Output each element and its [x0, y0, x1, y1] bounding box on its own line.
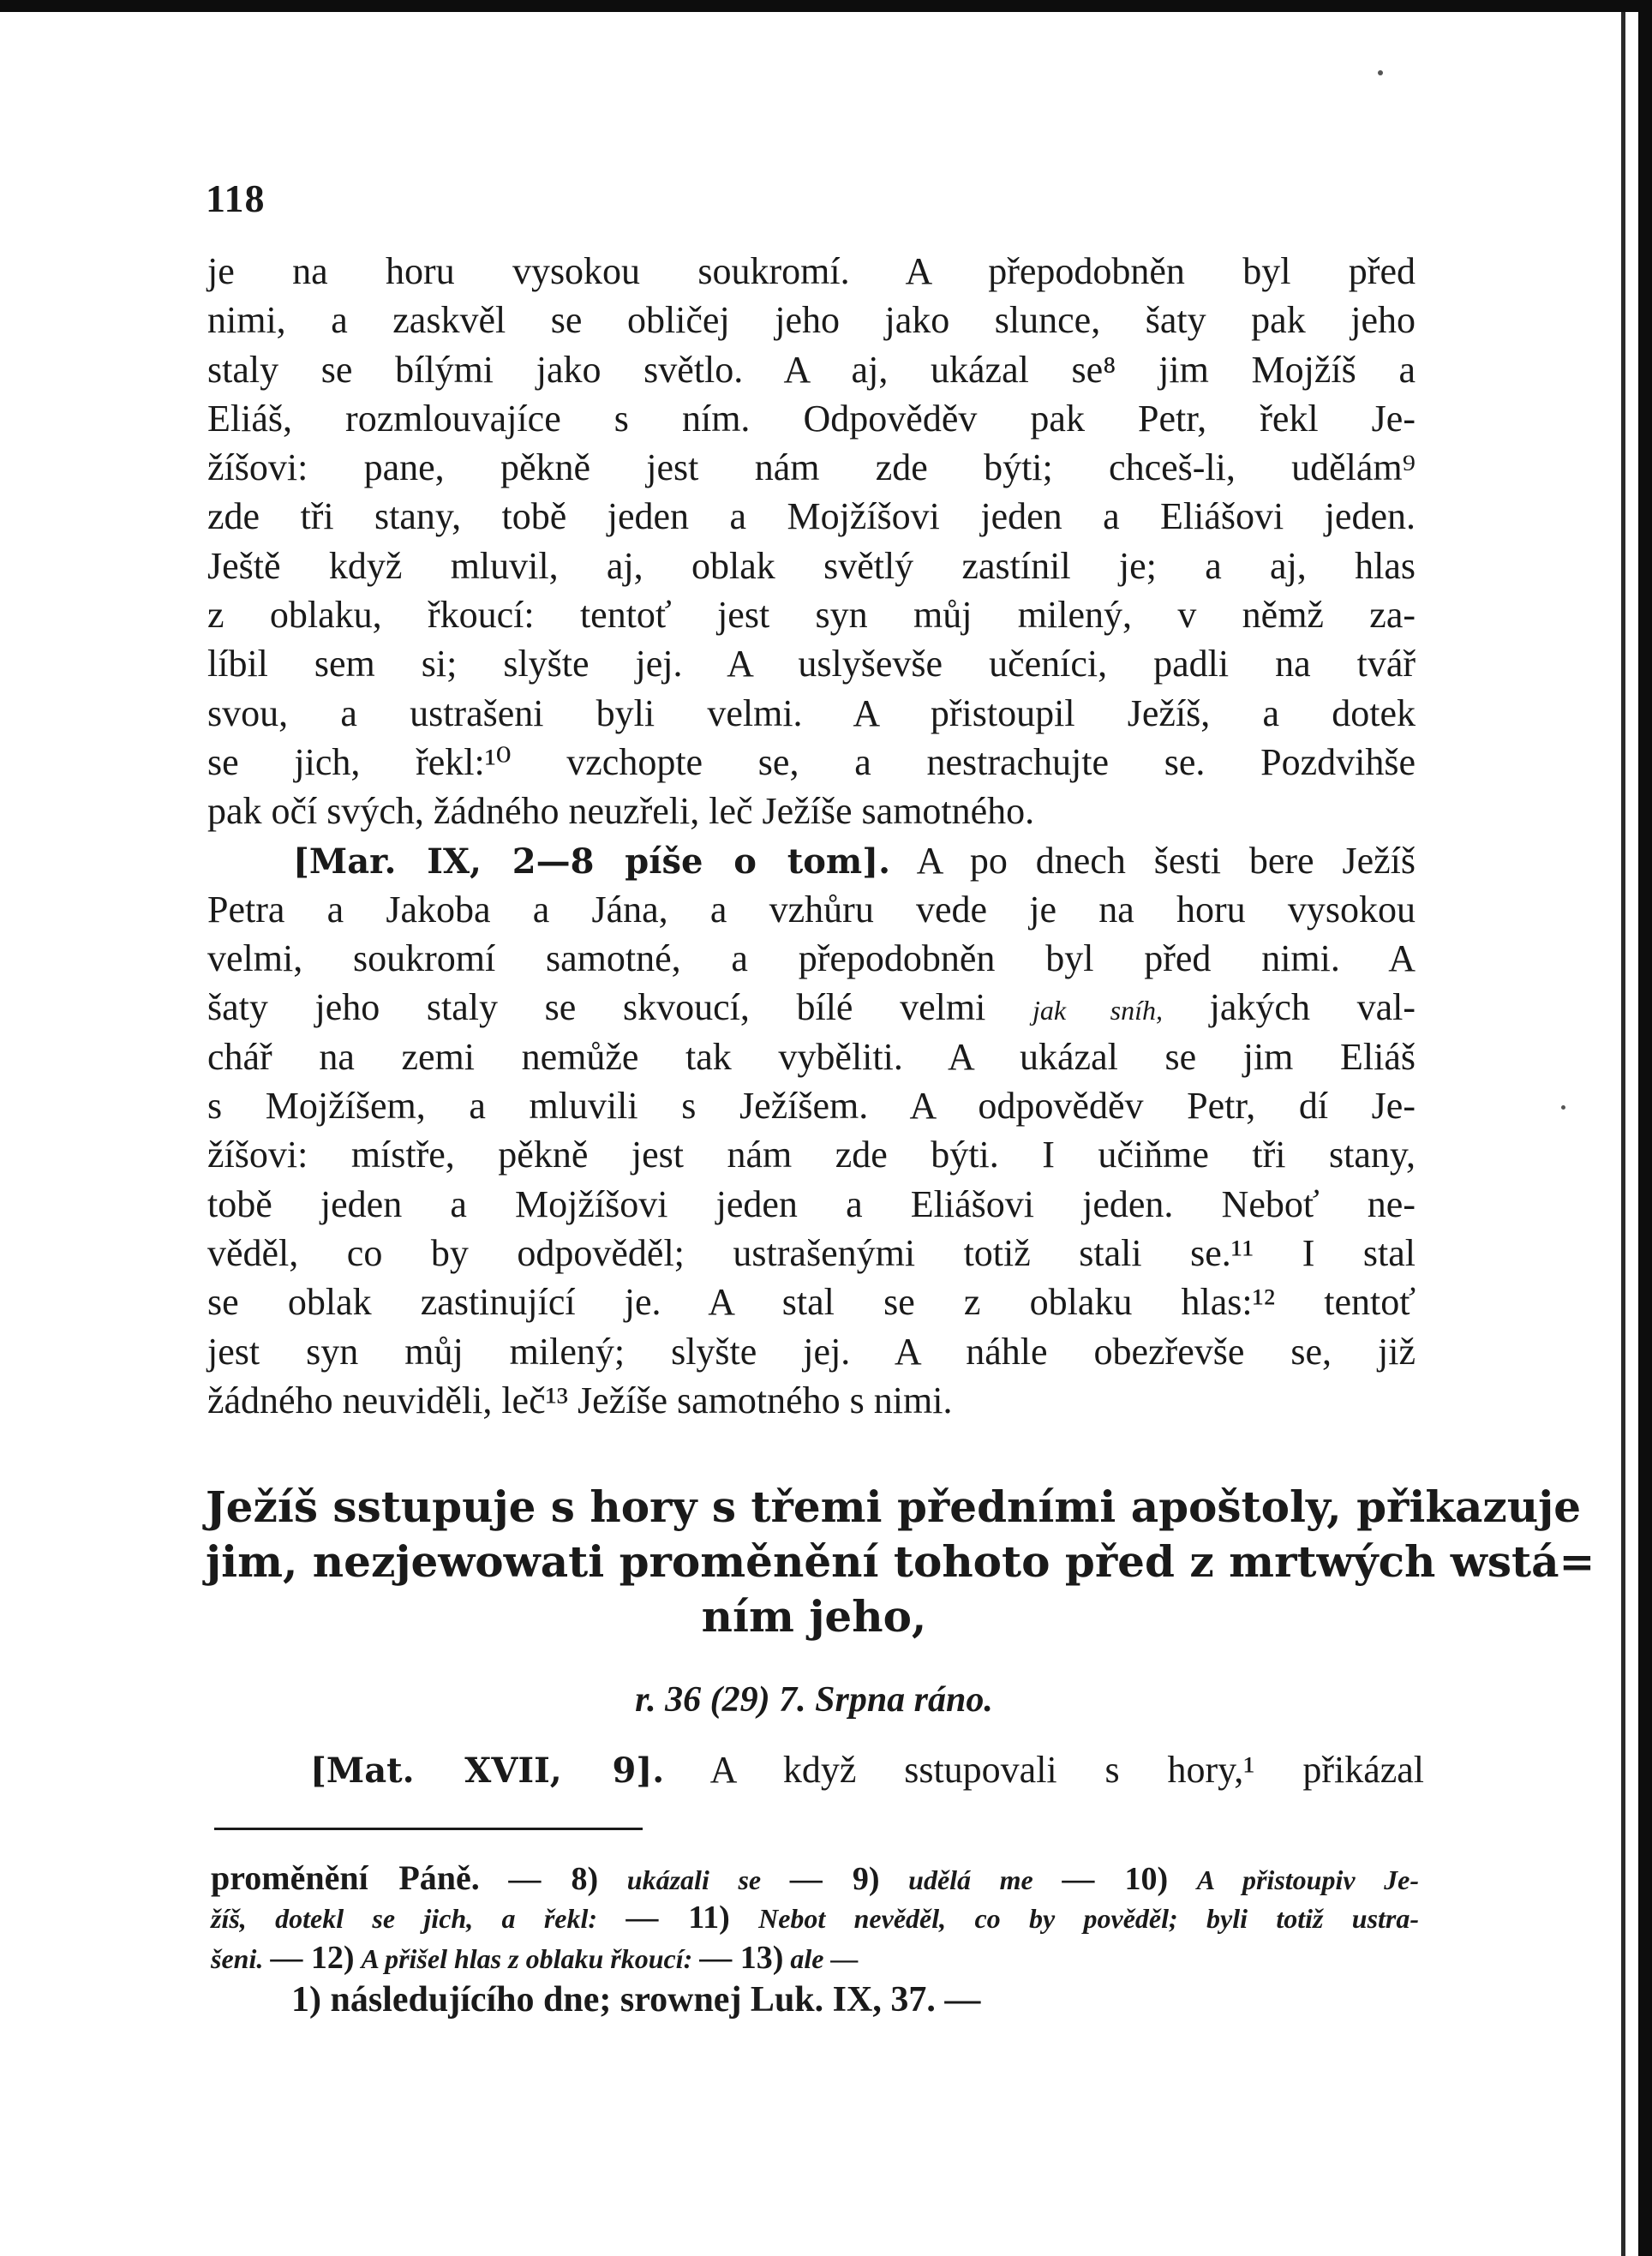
footnote-number: — 12)	[270, 1940, 355, 1976]
footnote-text: šeni.	[211, 1943, 264, 1974]
heading-line: ním jeho,	[701, 1591, 927, 1642]
text-line: se jich, řekl:¹⁰ vzchopte se, a nestrachujte se. Pozdvihše	[207, 740, 1416, 783]
text-line: Eliáš, rozmlouvajíce s ním. Odpověděv pak Petr, řekl Je-	[207, 397, 1416, 440]
text-line: žádného neuviděli, leč¹³ Ježíše samotného s nimi.	[207, 1379, 953, 1421]
text-line: věděl, co by odpověděl; ustrašenými totiž stali se.¹¹ I stal	[207, 1231, 1416, 1274]
footnote-number: — 9)	[789, 1861, 880, 1897]
text-line-mark-ref	[207, 836, 1416, 885]
footnote-line	[211, 1858, 1419, 1898]
text-line: staly se bílými jako světlo. A aj, ukázal se⁸ jim Mojžíš a	[207, 348, 1416, 391]
text-line-matt-ref	[310, 1748, 1424, 1792]
scan-border-top	[0, 0, 1652, 12]
text-line: z oblaku, řkoucí: tentoť jest syn můj milený, v němž za-	[207, 594, 1416, 637]
italic-insertion: jak sníh,	[1032, 995, 1164, 1026]
footnote-text: A přišel hlas z oblaku řkoucí:	[361, 1943, 693, 1974]
text-line: tobě jeden a Mojžíšovi jeden a Eliášovi jeden. Neboť ne-	[207, 1182, 1416, 1225]
footnote-text: proměnění Páně.	[211, 1858, 480, 1897]
text-line: s Mojžíšem, a mluvili s Ježíšem. A odpověděv Petr, dí Je-	[207, 1085, 1416, 1128]
text-line: svou, a ustrašeni byli velmi. A přistoupil Ježíš, a dotek	[207, 691, 1416, 734]
text-line: je na horu vysokou soukromí. A přepodobněn byl před	[207, 250, 1416, 292]
text-line: nimi, a zaskvěl se obličej jeho jako slunce, šaty pak jeho	[207, 299, 1416, 342]
text-line: žíšovi: pane, pěkně jest nám zde býti; chceš-li, udělám⁹	[207, 446, 1416, 489]
text-line: Ještě když mluvil, aj, oblak světlý zastínil je; a aj, hlas	[207, 544, 1416, 587]
text-line: pak očí svých, žádného neuzřeli, leč Ježíše samotného.	[207, 790, 1035, 833]
text-line: se oblak zastinující je. A stal se z oblaku hlas:¹² tentoť	[207, 1281, 1416, 1324]
footnote-line	[211, 1898, 1419, 1938]
footnote-text: žíš, dotekl se jich, a řekl:	[211, 1903, 598, 1934]
footnote-number: — 10)	[1062, 1861, 1169, 1897]
text-line: velmi, soukromí samotné, a přepodobněn byl před nimi. A	[207, 937, 1416, 980]
footnote-separator	[214, 1828, 643, 1830]
footnote-text: ukázali se	[626, 1864, 762, 1895]
text-line: žíšovi: místře, pěkně jest nám zde býti. I učiňme tři stany,	[207, 1134, 1416, 1176]
footnote-line	[211, 1938, 1419, 1978]
heading-line: jim, nezjewowati proměnění tohoto před z mrtwých wstá=	[206, 1536, 1595, 1587]
scripture-reference: [Mar. IX, 2—8 píše o tom].	[293, 841, 891, 882]
date-line: r. 36 (29) 7. Srpna ráno.	[635, 1680, 993, 1720]
footnote-line: 1) následujícího dne; srownej Luk. IX, 37. —	[291, 1980, 981, 2020]
text-fragment: A po dnech šesti bere Ježíš	[916, 839, 1416, 882]
footnote-number: — 11)	[625, 1900, 730, 1936]
text-line: zde tři stany, tobě jeden a Mojžíšovi jeden a Eliášovi jeden.	[207, 495, 1416, 538]
page-number: 118	[206, 177, 266, 220]
footnote-text: udělá me	[908, 1864, 1033, 1895]
footnote-number: — 13)	[699, 1940, 784, 1976]
scan-speck	[1378, 70, 1383, 75]
footnote-text: Nebot nevěděl, co by pověděl; byli totiž ustra-	[758, 1903, 1420, 1934]
text-line: jest syn můj milený; slyšte jej. A náhle obezřevše se, již	[207, 1330, 1416, 1373]
text-line: líbil sem si; slyšte jej. A uslyševše učeníci, padli na tvář	[207, 643, 1416, 685]
text-line: Petra a Jakoba a Jána, a vzhůru vede je na horu vysokou	[207, 888, 1416, 931]
scan-border-right	[1638, 0, 1652, 2256]
footnote-text: A přistoupiv Je-	[1196, 1864, 1420, 1895]
text-fragment: šaty jeho staly se skvoucí, bílé velmi	[207, 986, 986, 1029]
scan-speck	[1561, 1105, 1565, 1110]
heading-line: Ježíš sstupuje s hory s třemi předními apoštoly, přikazuje	[206, 1481, 1582, 1532]
body-text	[207, 247, 1416, 1425]
scripture-reference: [Mat. XVII, 9].	[310, 1750, 665, 1791]
text-fragment: jakých val-	[1209, 986, 1416, 1029]
section-heading	[206, 1480, 1595, 1644]
text-line	[207, 983, 1416, 1032]
footnotes	[211, 1858, 1419, 1978]
text-line: chář na zemi nemůže tak vyběliti. A ukázal se jim Eliáš	[207, 1035, 1416, 1078]
page-edge-rule	[1621, 12, 1625, 2256]
footnote-text: ale —	[790, 1943, 859, 1974]
footnote-number: — 8)	[508, 1861, 599, 1897]
text-fragment: A když sstupovali s hory,¹ přikázal	[709, 1749, 1425, 1791]
